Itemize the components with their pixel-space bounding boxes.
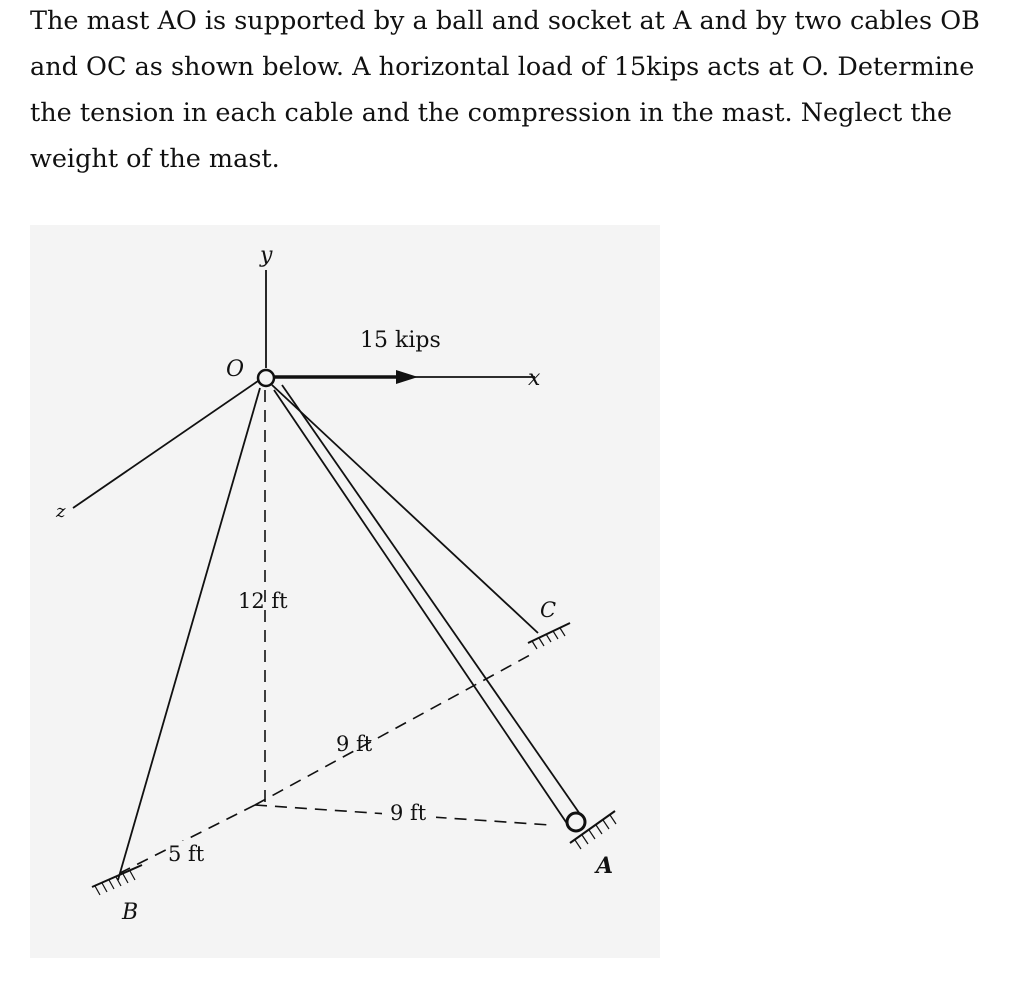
diagram-svg (30, 225, 660, 958)
base-c-dashed (255, 655, 530, 805)
label-point-a: A (596, 853, 614, 879)
load-arrowhead (396, 370, 418, 384)
label-y-axis: y (260, 243, 273, 268)
mast-diagram (30, 225, 660, 958)
label-load: 15 kips (360, 328, 441, 353)
mast-edge-right (282, 385, 582, 817)
label-dim-9ft-b: 9 ft (390, 801, 427, 825)
joint-o-circle (258, 370, 274, 386)
label-point-o: O (226, 357, 245, 382)
label-height-dim: 12 ft (238, 589, 288, 613)
socket-a-circle (567, 813, 585, 831)
label-dim-5ft: 5 ft (168, 842, 205, 866)
label-z-axis: z (56, 501, 66, 522)
label-point-b: B (122, 900, 139, 925)
label-x-axis: x (528, 366, 541, 391)
support-b-line (92, 865, 142, 887)
cable-oc (272, 385, 538, 633)
problem-statement: The mast AO is supported by a ball and socket at A and by two cables OB and OC as shown below. A horizontal load of 15kips acts at O. Determine the tension in each cable and the compression in the mast. Neglect the weight of the mast. (30, 6, 980, 174)
mast-edge-left (274, 390, 568, 825)
label-dim-9ft-a: 9 ft (336, 732, 373, 756)
label-point-c: C (540, 598, 557, 622)
